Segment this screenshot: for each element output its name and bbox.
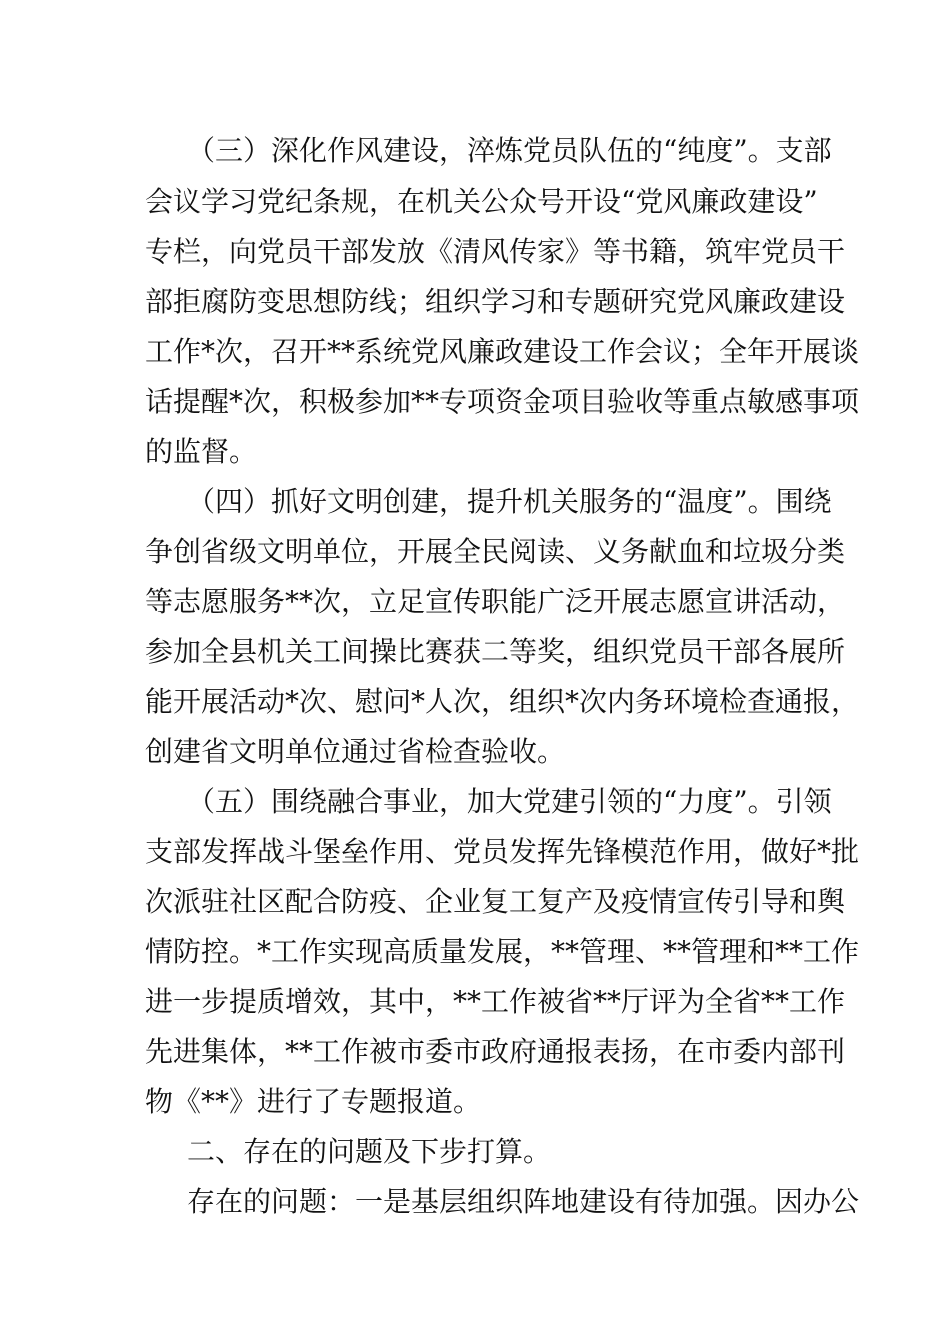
text-line: 创建省文明单位通过省检查验收。 xyxy=(145,735,566,768)
section-3-heading-line: （三）深化作风建设，淬炼党员队伍的“纯度”。支部 xyxy=(187,134,832,167)
text-line: 次派驻社区配合防疫、企业复工复产及疫情宣传引导和舆 xyxy=(145,885,846,918)
text-line: 参加全县机关工间操比赛获二等奖，组织党员干部各展所 xyxy=(145,635,846,668)
text-line: 物《**》进行了专题报道。 xyxy=(145,1085,482,1118)
text-line: 先进集体，**工作被市委市政府通报表扬，在市委内部刊 xyxy=(145,1035,846,1068)
part-2-heading: 二、存在的问题及下步打算。 xyxy=(187,1135,552,1168)
text-line: 支部发挥战斗堡垒作用、党员发挥先锋模范作用，做好*批 xyxy=(145,835,860,868)
section-4-heading-line: （四）抓好文明创建，提升机关服务的“温度”。围绕 xyxy=(187,485,832,518)
text-line: 存在的问题：一是基层组织阵地建设有待加强。因办公 xyxy=(187,1185,860,1218)
text-line: 情防控。*工作实现高质量发展，**管理、**管理和**工作 xyxy=(145,935,860,968)
text-line: 会议学习党纪条规，在机关公众号开设“党风廉政建设” xyxy=(145,185,818,218)
text-line: 等志愿服务**次，立足宣传职能广泛开展志愿宣讲活动， xyxy=(145,585,846,618)
section-5-heading-line: （五）围绕融合事业，加大党建引领的“力度”。引领 xyxy=(187,785,832,818)
text-line: 工作*次，召开**系统党风廉政建设工作会议；全年开展谈 xyxy=(145,335,860,368)
text-line: 争创省级文明单位，开展全民阅读、义务献血和垃圾分类 xyxy=(145,535,846,568)
text-line: 话提醒*次，积极参加**专项资金项目验收等重点敏感事项 xyxy=(145,385,860,418)
text-line: 部拒腐防变思想防线；组织学习和专题研究党风廉政建设 xyxy=(145,285,846,318)
text-line: 能开展活动*次、慰问*人次，组织*次内务环境检查通报， xyxy=(145,685,860,718)
text-line: 进一步提质增效，其中，**工作被省**厅评为全省**工作 xyxy=(145,985,846,1018)
text-line: 专栏，向党员干部发放《清风传家》等书籍，筑牢党员干 xyxy=(145,235,846,268)
text-line: 的监督。 xyxy=(145,435,258,468)
